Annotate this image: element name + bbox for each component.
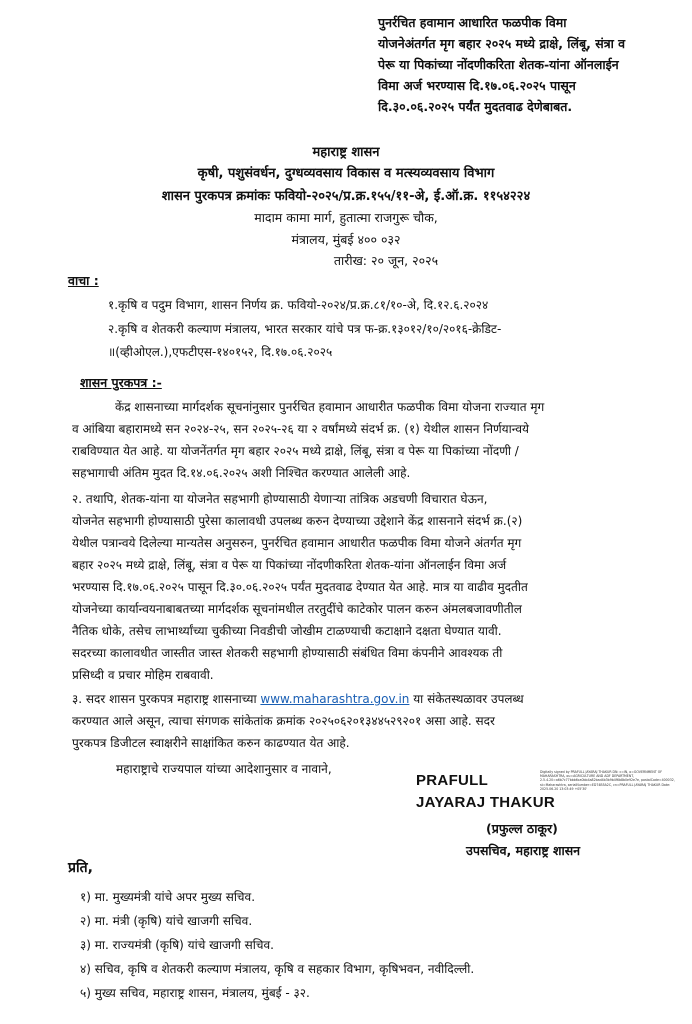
- body-line: करण्यात आले असून, त्याचा संगणक सांकेतांक क्रमांक २०२५०६२०१३४४५२९२०१ असा आहे. सदर: [72, 714, 495, 728]
- signer-designation: उपसचिव, महाराष्ट्र शासन: [466, 843, 581, 858]
- circular-heading: शासन पुरकपत्र :-: [80, 375, 162, 390]
- body-line: केंद्र शासनाच्या मार्गदर्शक सूचनांनुसार पुनर्रचित हवामान आधारीत फळपीक विमा योजना राज्यात मृग: [115, 400, 545, 414]
- subject-line: पेरू या पिकांच्या नोंदणीकरिता शेतक-यांना ऑनलाईन: [378, 57, 619, 72]
- subject-block: [378, 12, 683, 117]
- body-line: व आंबिया बहारामध्ये सन २०२४-२५, सन २०२५-२६ या २ वर्षांमध्ये संदर्भ क्र. (१) येथील शासन निर्णयान्वये: [72, 422, 529, 436]
- subject-line: विमा अर्ज भरण्यास दि.१७.०६.२०२५ पासून: [378, 78, 576, 93]
- document-date: तारीख: २० जून, २०२५: [333, 253, 439, 268]
- signer-name-marathi: (प्रफुल्ल ठाकूर): [486, 821, 558, 836]
- body-line: येथील पत्रान्वये दिलेल्या मान्यतेस अनुसरुन, पुनर्रचित हवामान आधारीत फळपीक विमा योजने अंतर्गत मृग: [72, 536, 522, 550]
- body-line: भरण्यास दि.१७.०६.२०२५ पासून दि.३०.०६.२०२५ पर्यंत मुदतवाढ देण्यात येत आहे. मात्र या वाढीव मुदतीत: [72, 580, 528, 594]
- copy-item: २) मा. मंत्री (कृषि) यांचे खाजगी सचिव.: [80, 914, 253, 928]
- body-line: नैतिक धोके, तसेच लाभार्थ्यांच्या चुकीच्या निवडीची जोखीम टाळण्याची कटाक्षाने दक्षता घेण्यात यावी.: [72, 624, 502, 638]
- reference-item: २.कृषि व शेतकरी कल्याण मंत्रालय, भारत सरकार यांचे पत्र फ-क्र.१३०१२/१०/२०१६-क्रेडिट-: [108, 322, 502, 336]
- references-label: वाचा :: [68, 273, 99, 288]
- body-line: [72, 690, 524, 707]
- subject-line: पुनर्रचित हवामान आधारित फळपीक विमा: [378, 15, 567, 30]
- para3-text: ३. सदर शासन पुरकपत्र महाराष्ट्र शासनाच्या: [72, 692, 261, 706]
- body-line: प्रसिध्दी व प्रचार मोहिम राबवावी.: [72, 668, 214, 682]
- website-link[interactable]: www.maharashtra.gov.in: [260, 692, 410, 706]
- closing-line: महाराष्ट्राचे राज्यपाल यांच्या आदेशानुसार व नावाने,: [116, 762, 332, 776]
- body-line: योजनेच्या कार्यान्वयनाबाबतच्या मार्गदर्शक सूचनांमधील तरतुदींचे काटेकोर पालन करुन अंमलबजावणीतील: [72, 602, 522, 616]
- copy-item: ३) मा. राज्यमंत्री (कृषि) यांचे खाजगी सचिव.: [80, 938, 274, 952]
- address-line-2: मंत्रालय, मुंबई ४०० ०३२: [291, 232, 401, 247]
- body-line: सदरच्या कालावधीत जास्तीत जास्त शेतकरी सहभागी होण्यासाठी संबंधित विमा कंपनीने आवश्यक ती: [72, 646, 503, 660]
- copies-label: प्रति,: [68, 860, 93, 876]
- address-line-1: मादाम कामा मार्ग, हुतात्मा राजगुरू चौक,: [254, 210, 438, 225]
- body-line: राबविण्यात येत आहे. या योजनेंतर्गत मृग बहार २०२५ मध्ये द्राक्षे, लिंबू, संत्रा व पेरू या पिकांच्या नोंदणी /: [72, 444, 519, 458]
- copy-item: ४) सचिव, कृषि व शेतकरी कल्याण मंत्रालय, कृषि व सहकार विभाग, कृषिभवन, नवीदिल्ली.: [80, 962, 475, 976]
- para3-text: या संकेतस्थळावर उपलब्ध: [409, 692, 524, 706]
- body-line: बहार २०२५ मध्ये द्राक्षे, लिंबू, संत्रा व पेरू या पिकांच्या नोंदणीकरिता शेतक-यांना ऑनलाईन विमा अर्ज: [72, 558, 507, 572]
- circular-number: शासन पुरकपत्र क्रमांकः फवियो-२०२५/प्र.क्र.१५५/११-अे, ई.ऑ.क्र. ११५४२२४: [161, 189, 531, 204]
- body-line: योजनेत सहभागी होण्यासाठी पुरेसा कालावधी उपलब्ध करुन देण्याच्या उद्देशाने केंद्र शासनाने संदर्भ क्र.(२): [72, 514, 523, 528]
- signer-name-line-2: JAYARAJ THAKUR: [416, 794, 555, 811]
- subject-line: योजनेअंतर्गत मृग बहार २०२५ मध्ये द्राक्षे, लिंबू, संत्रा व: [378, 36, 626, 51]
- subject-line: दि.३०.०६.२०२५ पर्यंत मुदतवाढ देणेबाबत.: [378, 99, 573, 114]
- government-title: महाराष्ट्र शासन: [312, 145, 380, 160]
- body-line: पुरकपत्र डिजीटल स्वाक्षरीने साक्षांकित करुन काढण्यात येत आहे.: [72, 736, 350, 750]
- reference-item: ॥(व्हीओएल.),एफटीएस-१४०१५२, दि.१७.०६.२०२५: [108, 345, 333, 359]
- department-name: कृषी, पशुसंवर्धन, दुग्धव्यवसाय विकास व मत्स्यव्यवसाय विभाग: [197, 166, 495, 181]
- body-line: २. तथापि, शेतक-यांना या योजनेत सहभागी होण्यासाठी येणाऱ्या तांत्रिक अडचणी विचारात घेऊन,: [72, 492, 488, 506]
- reference-item: १.कृषि व पदुम विभाग, शासन निर्णय क्र. फवियो-२०२४/प्र.क्र.८१/१०-अे, दि.१२.६.२०२४: [108, 298, 489, 312]
- copy-item: ५) मुख्य सचिव, महाराष्ट्र शासन, मंत्रालय, मुंबई - ३२.: [80, 986, 310, 1000]
- digital-signature-details: Digitally signed by PRAFULL JAYARAJ THAKUR DN: c=IN, o=GOVERNMENT OF MAHARASHTRA, ou=AGRICULTURE AND ADF DEPARTMENT, 2.5.4.20=a6b7c77bbb6ca0bb4a82bad4b3b9b4f6b8b0e92e7e, postalCode=400032, st=Maharashtra, serialNumber=ED74B5A2C, cn=PRAFULL JAYARAJ THAKUR Date: 2025.06.20 13:03:49 +05'30': [540, 770, 675, 791]
- body-line: सहभागाची अंतिम मुदत दि.१४.०६.२०२५ अशी निश्चित करण्यात आलेली आहे.: [72, 466, 411, 480]
- signer-name-line-1: PRAFULL: [416, 772, 489, 789]
- copy-item: १) मा. मुख्यमंत्री यांचे अपर मुख्य सचिव.: [80, 890, 256, 904]
